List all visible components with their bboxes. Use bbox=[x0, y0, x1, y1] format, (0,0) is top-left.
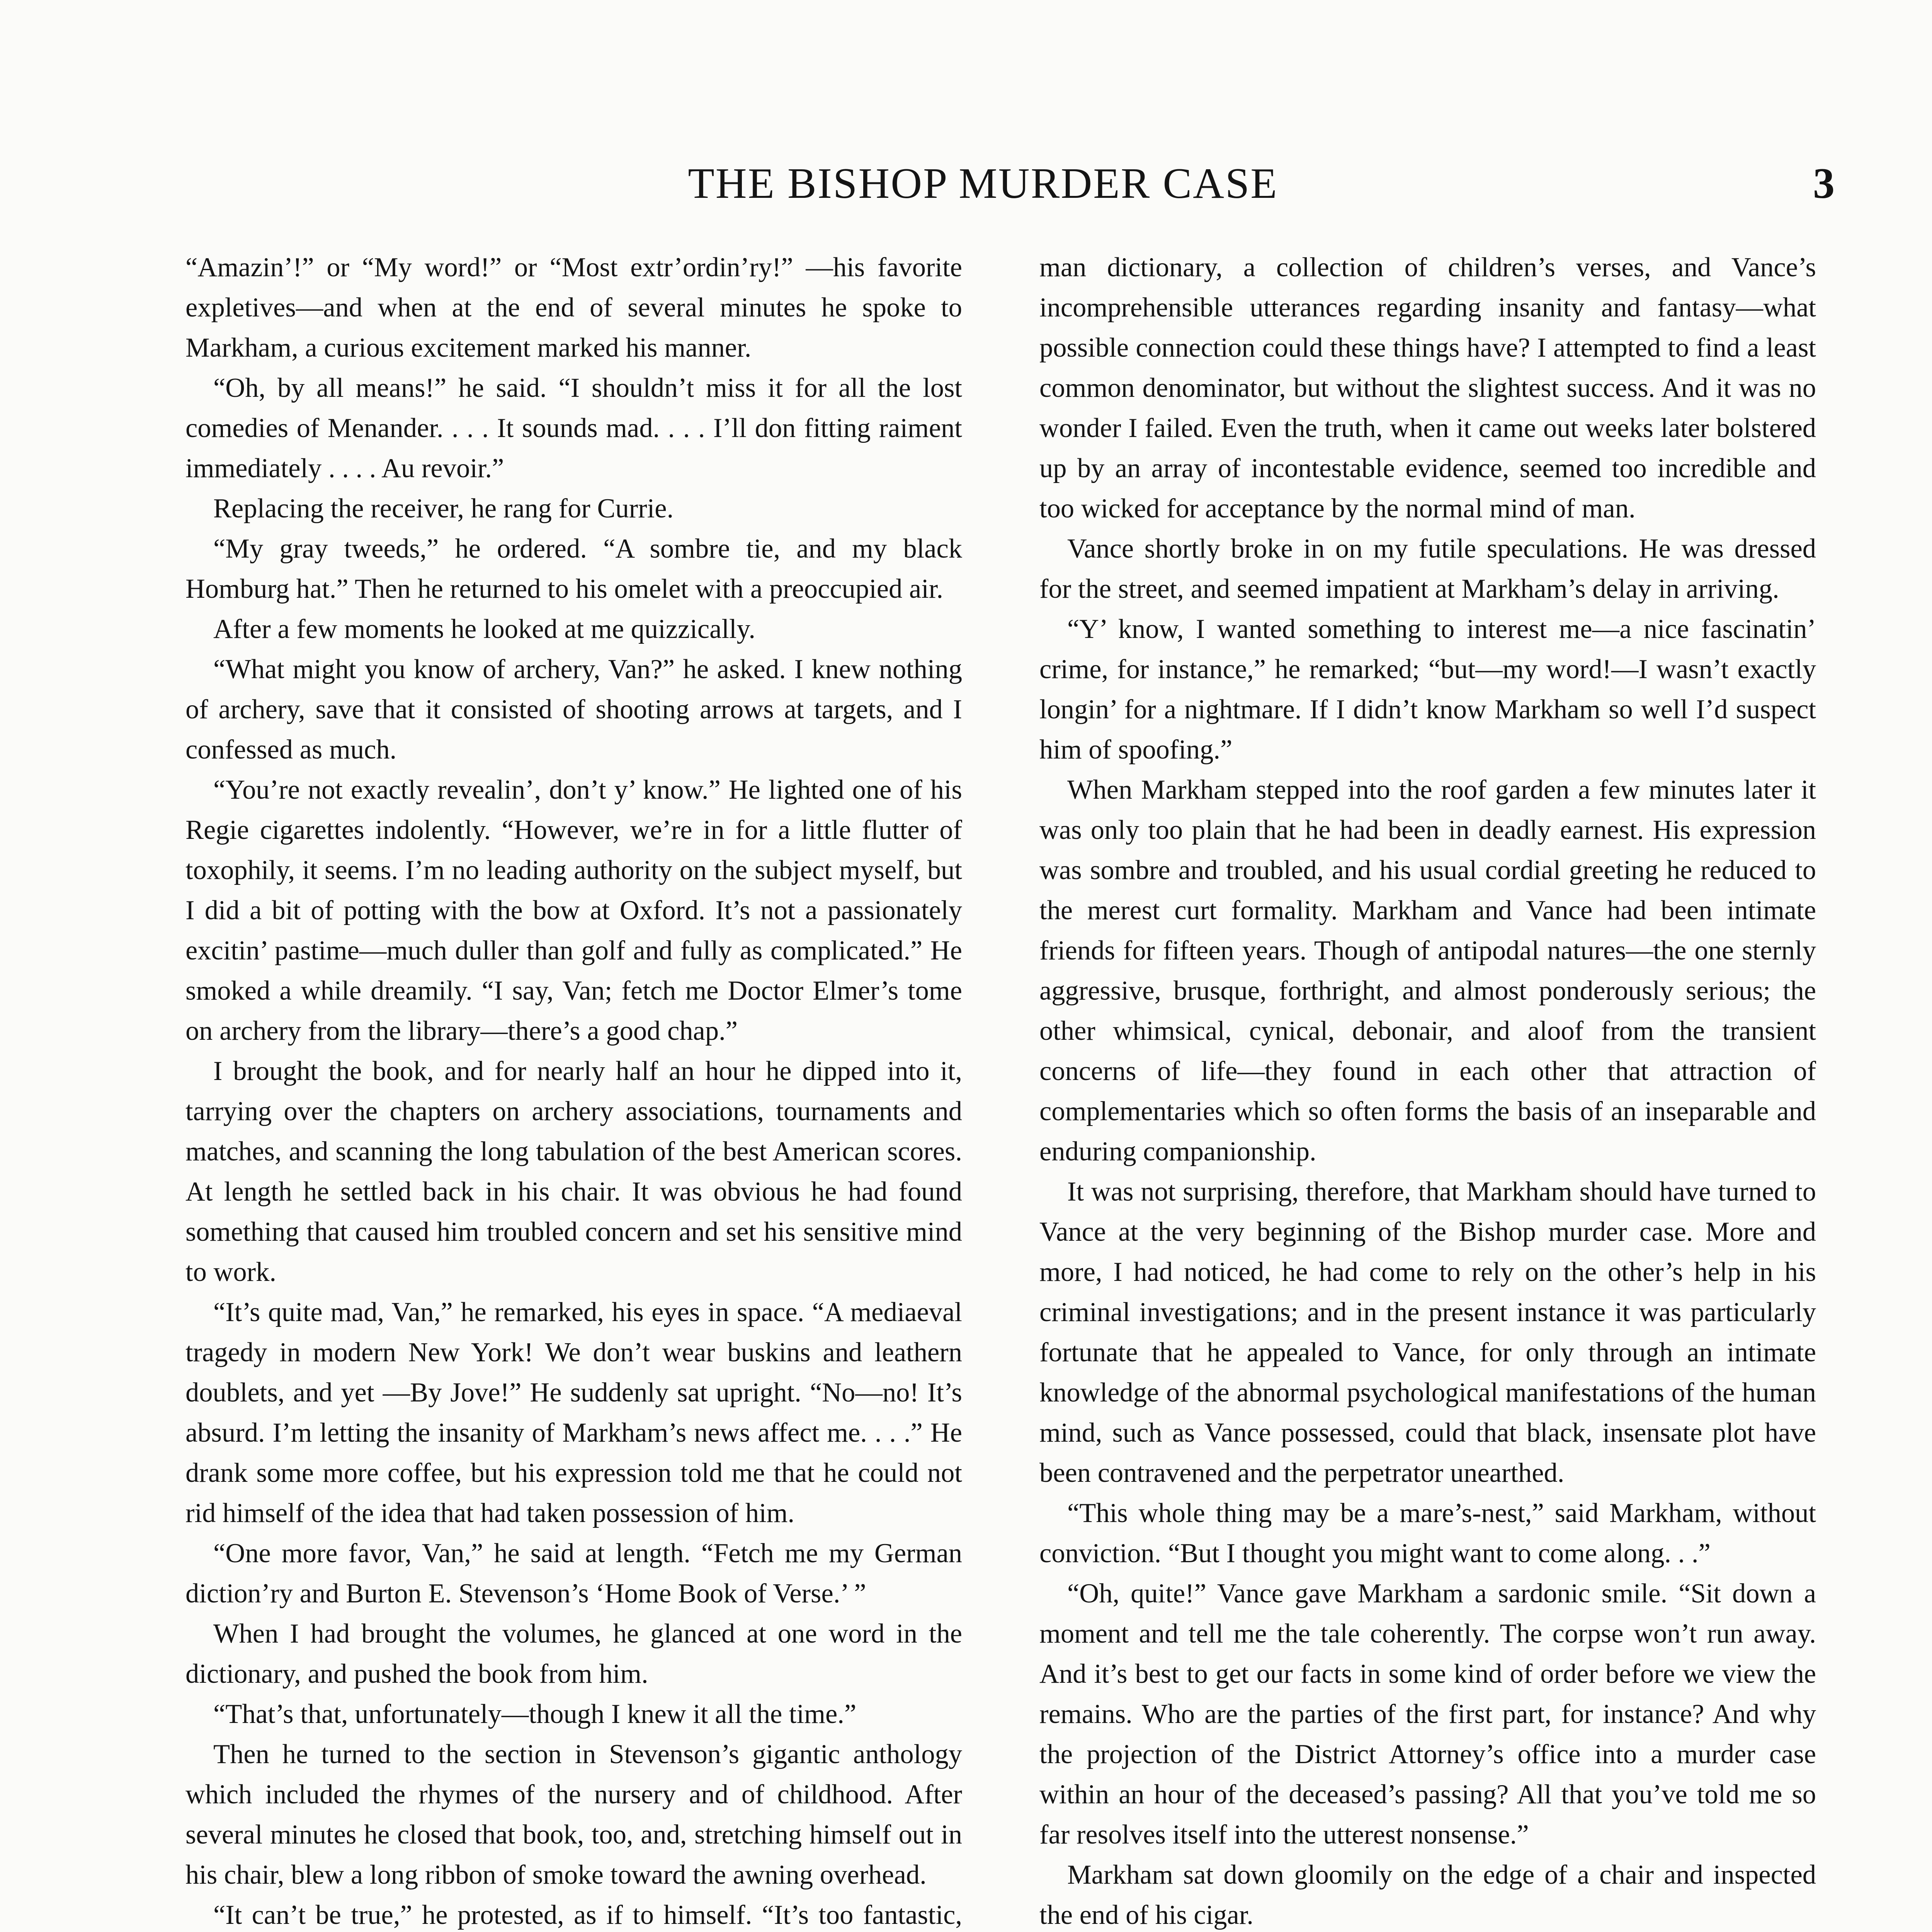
text-column-left bbox=[185, 247, 962, 1932]
paragraph: It was not surprising, therefore, that Markham should have turned to Vance at the very beginning of the Bishop murder case. More and more, I had noticed, he had come to rely on the other’s help in his criminal investigations; and in the present instance it was particularly fortunate that he appealed to Vance, for only through an intimate knowledge of the abnormal psychological manifestations of the human mind, such as Vance possessed, could that black, insensate plot have been contravened and the perpetrator unearthed. bbox=[1039, 1177, 1816, 1488]
paragraph: “Oh, quite!” Vance gave Markham a sardonic smile. “Sit down a moment and tell me the tale coherently. The corpse won’t run away. And it’s best to get our facts in some kind of order before we view the remains. Who are the parties of the first part, for instance? And why the projection of the District Attorney’s office into a murder case within an hour of the deceased’s passing? All that you’ve told me so far resolves itself into the utterest nonsense.” bbox=[1039, 1578, 1816, 1850]
paragraph: “That’s that, unfortunately—though I knew it all the time.” bbox=[213, 1699, 857, 1729]
paragraph: “One more favor, Van,” he said at length. “Fetch me my German diction’ry and Burton E. Stevenson’s ‘Home Book of Verse.’ ” bbox=[185, 1538, 962, 1609]
paragraph: “This whole thing may be a mare’s-nest,” said Markham, without conviction. “But I thought you might want to come along. . .” bbox=[1039, 1498, 1816, 1568]
paragraph: Then he turned to the section in Stevenson’s gigantic anthology which included the rhymes of the nursery and of childhood. After several minutes he closed that book, too, and, stretching himself out in his chair, blew a long ribbon of smoke toward the awning overhead. bbox=[185, 1739, 962, 1890]
paragraph: “My gray tweeds,” he ordered. “A sombre tie, and my black Homburg hat.” Then he returned to his omelet with a preoccupied air. bbox=[185, 534, 962, 604]
paragraph: “Oh, by all means!” he said. “I shouldn’t miss it for all the lost comedies of Menander. . . . It sounds mad. . . . I’ll don fitting raiment immediately . . . . Au revoir.” bbox=[185, 373, 962, 483]
paragraph: “What might you know of archery, Van?” he asked. I knew nothing of archery, save that it consisted of shooting arrows at targets, and I confessed as much. bbox=[185, 654, 962, 765]
page-header bbox=[0, 153, 1932, 214]
paragraph: “It’s quite mad, Van,” he remarked, his eyes in space. “A mediaeval tragedy in modern New York! We don’t wear buskins and leathern doublets, and yet —By Jove!” He suddenly sat upright. “No—no! It’s absurd. I’m letting the insanity of Markham’s news affect me. . . .” He drank some more coffee, but his expression told me that he could not rid himself of the idea that had taken possession of him. bbox=[185, 1297, 962, 1528]
paragraph: After a few moments he looked at me quizzically. bbox=[213, 614, 755, 644]
paragraph: “You’re not exactly revealin’, don’t y’ know.” He lighted one of his Regie cigarettes indolently. “However, we’re in for a little flutter of toxophily, it seems. I’m no leading authority on the subject myself, but I did a bit of potting with the bow at Oxford. It’s not a passionately excitin’ pastime—much duller than golf and fully as complicated.” He smoked a while dreamily. “I say, Van; fetch me Doctor Elmer’s tome on archery from the library—there’s a good chap.” bbox=[185, 775, 962, 1046]
paragraph: “It can’t be true,” he protested, as if to himself. “It’s too fantastic, bbox=[213, 1900, 962, 1930]
paragraph: Markham sat down gloomily on the edge of a chair and inspected the end of his cigar. bbox=[1039, 1860, 1816, 1930]
paragraph: “Y’ know, I wanted something to interest me—a nice fascinatin’ crime, for instance,” he remarked; “but—my word!—I wasn’t exactly longin’ for a nightmare. If I didn’t know Markham so well I’d suspect him of spoofing.” bbox=[1039, 614, 1816, 765]
running-title: THE BISHOP MURDER CASE bbox=[688, 160, 1278, 207]
text-column-right bbox=[1039, 247, 1816, 1932]
page-number: 3 bbox=[1813, 160, 1835, 207]
paragraph: When Markham stepped into the roof garden a few minutes later it was only too plain that he had been in deadly earnest. His expression was sombre and troubled, and his usual cordial greeting he reduced to the merest curt formality. Markham and Vance had been intimate friends for fifteen years. Though of antipodal natures—the one sternly aggressive, brusque, forthright, and almost ponderously serious; the other whimsical, cynical, debonair, and aloof from the transient concerns of life—they found in each other that attraction of complementaries which so often forms the basis of an inseparable and enduring companionship. bbox=[1039, 775, 1816, 1167]
paragraph: Replacing the receiver, he rang for Currie. bbox=[213, 493, 674, 524]
paragraph: When I had brought the volumes, he glanced at one word in the dictionary, and pushed the book from him. bbox=[185, 1619, 962, 1689]
paragraph: Vance shortly broke in on my futile speculations. He was dressed for the street, and seemed impatient at Markham’s delay in arriving. bbox=[1039, 534, 1816, 604]
paragraph: man dictionary, a collection of children’s verses, and Vance’s incomprehensible utterances regarding insanity and fantasy—what possible connection could these things have? I attempted to find a least common denominator, but without the slightest success. And it was no wonder I failed. Even the truth, when it came out weeks later bolstered up by an array of incontestable evidence, seemed too incredible and too wicked for acceptance by the normal mind of man. bbox=[1039, 252, 1816, 524]
paragraph: “Amazin’!” or “My word!” or “Most extr’ordin’ry!” —his favorite expletives—and when at the end of several minutes he spoke to Markham, a curious excitement marked his manner. bbox=[185, 252, 962, 363]
paragraph: I brought the book, and for nearly half an hour he dipped into it, tarrying over the chapters on archery associations, tournaments and matches, and scanning the long tabulation of the best American scores. At length he settled back in his chair. It was obvious he had found something that caused him troubled concern and set his sensitive mind to work. bbox=[185, 1056, 962, 1287]
